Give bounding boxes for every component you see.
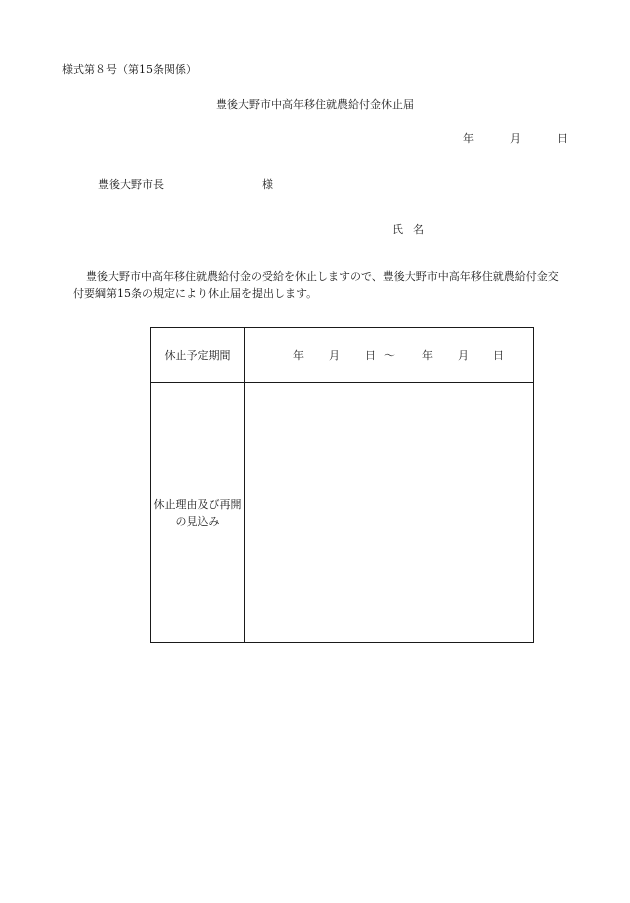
- applicant-name-label: 氏名: [392, 223, 434, 236]
- date-day-label: 日: [557, 132, 568, 145]
- reason-value-cell[interactable]: [245, 383, 534, 643]
- reason-label-cell: [151, 383, 245, 643]
- suspension-details-table: [150, 327, 534, 643]
- period-start-day-label: 日: [365, 349, 376, 362]
- date-year-label: 年: [463, 132, 474, 145]
- table-row-period: [151, 328, 534, 383]
- period-separator: ～: [384, 349, 395, 362]
- period-label-cell: [151, 328, 245, 383]
- form-number: 様式第８号（第15条関係）: [62, 63, 197, 76]
- table-row-reason: [151, 383, 534, 643]
- period-start-month-label: 月: [329, 349, 340, 362]
- addressee-honorific: 様: [262, 178, 273, 191]
- date-month-label: 月: [510, 132, 521, 145]
- body-text: 豊後大野市中高年移住就農給付金の受給を休止しますので、豊後大野市中高年移住就農給付金交付要綱第15条の規定により休止届を提出します。: [73, 270, 559, 300]
- addressee-name: 豊後大野市長: [98, 178, 164, 191]
- period-label: 休止予定期間: [164, 348, 231, 362]
- period-end-month-label: 月: [458, 349, 469, 362]
- period-start-year-label: 年: [293, 349, 304, 362]
- period-end-year-label: 年: [422, 349, 433, 362]
- document-title: 豊後大野市中高年移住就農給付金休止届: [216, 98, 414, 111]
- period-value-cell[interactable]: [245, 328, 534, 383]
- reason-label: 休止理由及び再開の見込み: [153, 497, 242, 528]
- period-end-day-label: 日: [493, 349, 504, 362]
